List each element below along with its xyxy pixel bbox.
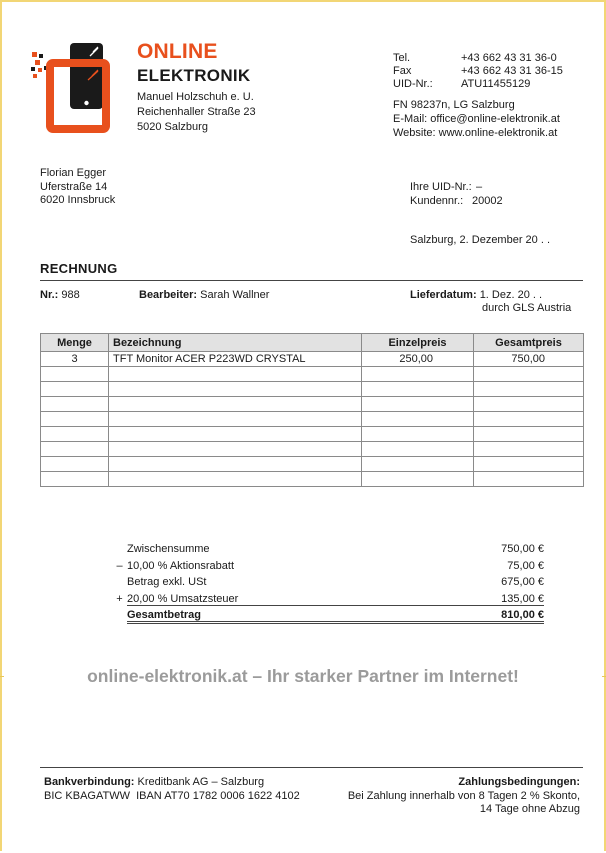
cell-einzelpreis xyxy=(362,382,474,397)
totals-value: 75,00 € xyxy=(507,559,544,572)
cell-menge xyxy=(41,412,109,427)
total-double-rule-bottom xyxy=(127,623,544,624)
header-gesamtpreis: Gesamtpreis xyxy=(474,334,584,352)
cell-menge xyxy=(41,427,109,442)
cell-gesamtpreis xyxy=(474,457,584,472)
footer-divider xyxy=(40,767,583,768)
cell-bezeichnung xyxy=(109,397,362,412)
cell-einzelpreis xyxy=(362,367,474,382)
contact-extra xyxy=(393,98,560,140)
fax-value: +43 662 43 31 36-15 xyxy=(461,65,563,77)
table-row xyxy=(41,457,584,472)
cell-einzelpreis xyxy=(362,427,474,442)
cell-einzelpreis xyxy=(362,442,474,457)
cell-einzelpreis xyxy=(362,397,474,412)
bank-label: Bankverbindung: xyxy=(44,776,135,788)
customer-ids xyxy=(410,181,503,208)
totals-value: 135,00 € xyxy=(501,592,544,605)
cell-menge xyxy=(41,442,109,457)
totals-block xyxy=(112,541,544,624)
nr-label: Nr.: xyxy=(40,289,59,301)
company-owner: Manuel Holzschuh e. U. xyxy=(137,91,254,103)
table-row xyxy=(41,412,584,427)
cell-gesamtpreis xyxy=(474,427,584,442)
totals-row xyxy=(112,541,544,558)
delivery-note: durch GLS Austria xyxy=(482,302,572,314)
items-table xyxy=(40,333,584,487)
cell-gesamtpreis xyxy=(474,367,584,382)
cell-menge: 3 xyxy=(41,352,109,367)
lieferdatum xyxy=(410,289,542,302)
cell-gesamtpreis xyxy=(474,472,584,487)
table-row xyxy=(41,442,584,457)
customer-uid-label: Ihre UID-Nr.: xyxy=(410,181,472,193)
totals-label: Zwischensumme xyxy=(127,543,210,556)
totals-value: 750,00 € xyxy=(501,543,544,556)
table-row xyxy=(41,472,584,487)
cell-bezeichnung: TFT Monitor ACER P223WD CRYSTAL xyxy=(109,352,362,367)
invoice-title: RECHNUNG xyxy=(40,261,118,276)
contact-block xyxy=(393,52,563,91)
company-address xyxy=(137,90,256,135)
totals-row xyxy=(112,574,544,591)
lieferdatum-value: 1. Dez. 20 . . xyxy=(479,289,543,301)
company-name-line2: ELEKTRONIK xyxy=(137,66,251,85)
table-row xyxy=(41,397,584,412)
totals-value: 675,00 € xyxy=(501,576,544,589)
cell-menge xyxy=(41,382,109,397)
slogan: online-elektronik.at – Ihr starker Partner im Internet! xyxy=(87,666,519,686)
cell-bezeichnung xyxy=(109,412,362,427)
uid-label: UID-Nr.: xyxy=(393,78,433,90)
cell-bezeichnung xyxy=(109,472,362,487)
customer-city: 6020 Innsbruck xyxy=(40,194,116,206)
table-header-row xyxy=(41,334,584,352)
cell-einzelpreis: 250,00 xyxy=(362,352,474,367)
table-row xyxy=(41,352,584,367)
totals-label: Betrag exkl. USt xyxy=(127,576,207,589)
cell-bezeichnung xyxy=(109,457,362,472)
totals-row xyxy=(112,558,544,575)
totals-label: 20,00 % Umsatzsteuer xyxy=(127,592,239,605)
bank-name: Kreditbank AG – Salzburg xyxy=(137,776,265,788)
kunden-label: Kundennr.: xyxy=(410,194,464,207)
total-double-rule-top xyxy=(127,621,544,622)
kunden-value: 20002 xyxy=(472,194,503,207)
cell-gesamtpreis xyxy=(474,382,584,397)
cell-gesamtpreis xyxy=(474,397,584,412)
phone-tablet-logo-icon xyxy=(30,42,120,134)
cell-bezeichnung xyxy=(109,427,362,442)
cell-einzelpreis xyxy=(362,457,474,472)
cell-bezeichnung xyxy=(109,442,362,457)
cell-menge xyxy=(41,367,109,382)
customer-address xyxy=(40,167,115,208)
totals-sign: + xyxy=(116,592,123,605)
terms-line2: 14 Tage ohne Abzug xyxy=(479,803,580,815)
company-name-line1: ONLINE xyxy=(137,40,218,63)
fax-label: Fax xyxy=(393,65,412,77)
lieferdatum-label: Lieferdatum: xyxy=(410,289,477,301)
header-einzelpreis: Einzelpreis xyxy=(362,334,474,352)
totals-label: Gesamtbetrag xyxy=(127,609,201,622)
cell-menge xyxy=(41,472,109,487)
totals-label: 10,00 % Aktionsrabatt xyxy=(127,559,235,572)
cell-gesamtpreis xyxy=(474,442,584,457)
cell-menge xyxy=(41,457,109,472)
tel-value: +43 662 43 31 36-0 xyxy=(461,52,557,64)
terms-line1: Bei Zahlung innerhalb von 8 Tagen 2 % Skonto, xyxy=(347,789,580,802)
title-divider xyxy=(40,280,583,281)
cell-bezeichnung xyxy=(109,382,362,397)
bearbeiter-value: Sarah Wallner xyxy=(200,289,270,301)
cell-gesamtpreis: 750,00 xyxy=(474,352,584,367)
header-bezeichnung: Bezeichnung xyxy=(109,334,362,352)
cell-einzelpreis xyxy=(362,412,474,427)
invoice-number xyxy=(40,289,80,302)
cell-menge xyxy=(41,397,109,412)
company-street: Reichenhaller Straße 23 xyxy=(137,106,256,118)
bank-details: BIC KBAGATWW IBAN AT70 1782 0006 1622 4102 xyxy=(44,789,300,802)
table-row xyxy=(41,367,584,382)
tel-label: Tel. xyxy=(393,52,411,64)
totals-value: 810,00 € xyxy=(501,609,544,622)
website-line[interactable]: Website: www.online-elektronik.at xyxy=(393,127,558,139)
fn-line: FN 98237n, LG Salzburg xyxy=(393,99,515,111)
bearbeiter-label: Bearbeiter: xyxy=(139,289,198,301)
cell-gesamtpreis xyxy=(474,412,584,427)
invoice-date: Salzburg, 2. Dezember 20 . . xyxy=(410,234,551,246)
table-row xyxy=(41,382,584,397)
customer-name: Florian Egger xyxy=(40,167,107,179)
email-line[interactable]: E-Mail: office@online-elektronik.at xyxy=(393,113,560,125)
bank-info xyxy=(44,776,300,803)
cell-bezeichnung xyxy=(109,367,362,382)
company-city: 5020 Salzburg xyxy=(137,121,208,133)
cell-einzelpreis xyxy=(362,472,474,487)
bearbeiter xyxy=(139,289,269,302)
totals-sign: – xyxy=(116,559,123,572)
customer-street: Uferstraße 14 xyxy=(40,180,108,193)
uid-value: ATU11455129 xyxy=(461,78,531,90)
totals-divider xyxy=(127,605,544,606)
nr-value: 988 xyxy=(61,289,80,301)
customer-uid-value: – xyxy=(476,181,483,193)
payment-terms xyxy=(348,776,580,817)
table-row xyxy=(41,427,584,442)
header-menge: Menge xyxy=(41,334,109,352)
terms-label: Zahlungsbedingungen: xyxy=(458,776,580,788)
